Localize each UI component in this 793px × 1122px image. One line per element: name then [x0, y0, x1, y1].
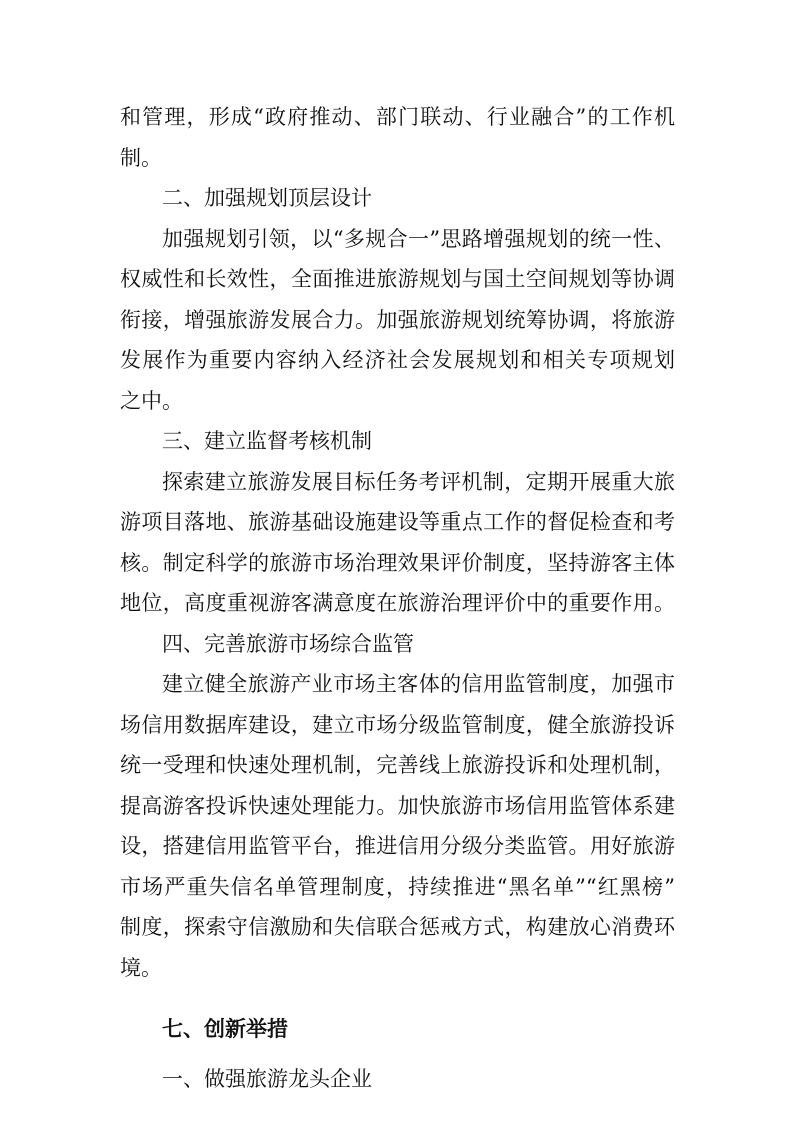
body-text-line: 建立健全旅游产业市场主客体的信用监管制度，加强市	[162, 672, 675, 696]
body-text-line: 市场严重失信名单管理制度，持续推进“黑名单”“红黑榜”	[120, 874, 675, 899]
body-text-line: 游项目落地、旅游基础设施建设等重点工作的督促检查和考	[120, 510, 675, 534]
body-text-line: 发展作为重要内容纳入经济社会发展规划和相关专项规划	[120, 348, 675, 372]
body-text-line: 设，搭建信用监管平台，推进信用分级分类监管。用好旅游	[120, 834, 675, 858]
section-heading-3: 三、建立监督考核机制	[162, 429, 372, 453]
body-text-line: 制。	[120, 145, 162, 170]
body-text-line: 场信用数据库建设，建立市场分级监管制度，健全旅游投诉	[120, 712, 675, 737]
document-page	[120, 97, 675, 1100]
body-text-line: 和管理，形成“政府推动、部门联动、行业融合”的工作机	[120, 105, 675, 129]
body-text-line: 境。	[120, 955, 162, 980]
body-text-line: 权威性和长效性，全面推进旅游规划与国土空间规划等协调	[120, 267, 675, 291]
section-heading-2: 二、加强规划顶层设计	[162, 186, 372, 210]
section-heading-1: 一、做强旅游龙头企业	[162, 1067, 372, 1091]
chapter-title: 七、创新举措	[162, 1015, 288, 1041]
section-heading-4: 四、完善旅游市场综合监管	[162, 631, 414, 656]
body-text-line: 加强规划引领，以“多规合一”思路增强规划的统一性、	[162, 226, 675, 251]
body-text-line: 地位，高度重视游客满意度在旅游治理评价中的重要作用。	[120, 591, 675, 615]
body-text-line: 制度，探索守信激励和失信联合惩戒方式，构建放心消费环	[120, 915, 675, 939]
body-text-line: 提高游客投诉快速处理能力。加快旅游市场信用监管体系建	[120, 793, 675, 818]
body-text-line: 探索建立旅游发展目标任务考评机制，定期开展重大旅	[162, 469, 675, 494]
body-text-line: 之中。	[120, 388, 183, 413]
body-text-line: 统一受理和快速处理机制，完善线上旅游投诉和处理机制，	[120, 753, 675, 777]
body-text-line: 核。制定科学的旅游市场治理效果评价制度，坚持游客主体	[120, 550, 675, 575]
body-text-line: 衔接，增强旅游发展合力。加强旅游规划统筹协调，将旅游	[120, 307, 675, 332]
